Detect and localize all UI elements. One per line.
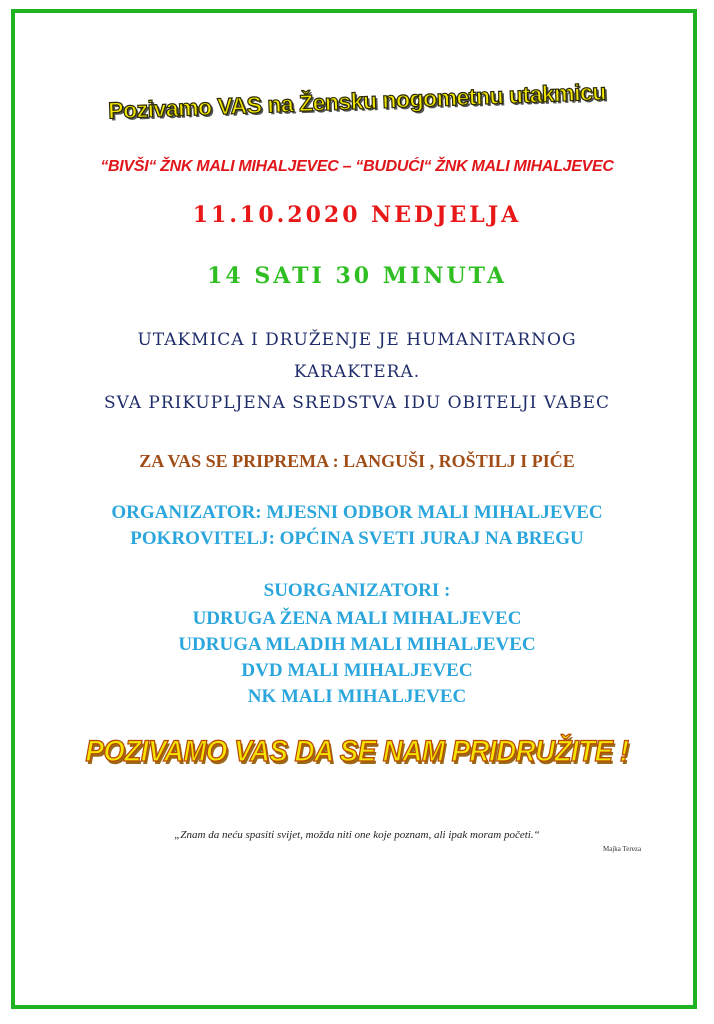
headline: Pozivamo VAS na Žensku nogometnu utakmicu: [107, 78, 607, 124]
coorganizer-item: DVD MALI MIHALJEVEC: [241, 660, 473, 681]
description-line-3: SVA PRIKUPLJENA SREDSTVA IDU OBITELJI VABEC: [103, 393, 611, 413]
event-date: 11.10.2020 NEDJELJA: [192, 202, 522, 228]
invitation-banner: POZIVAMO VAS DA SE NAM PRIDRUŽITE !: [85, 735, 629, 768]
description-line-2: KARAKTERA.: [293, 362, 421, 382]
offer-text: ZA VAS SE PRIPREMA : LANGUŠI , ROŠTILJ I PIĆE: [139, 451, 575, 471]
coorganizer-item: UDRUGA ŽENA MALI MIHALJEVEC: [192, 608, 522, 629]
organizer-text: ORGANIZATOR: MJESNI ODBOR MALI MIHALJEVEC: [111, 502, 603, 523]
event-time: 14 SATI 30 MINUTA: [207, 263, 507, 289]
sponsor-text: POKROVITELJ: OPĆINA SVETI JURAJ NA BREGU: [130, 528, 584, 549]
teams-subtitle: “BIVŠI“ ŽNK MALI MIHALJEVEC – “BUDUĆI“ ŽNK MALI MIHALJEVEC: [100, 158, 614, 175]
coorganizers-heading: SUORGANIZATORI :: [263, 580, 451, 601]
description-line-1: UTAKMICA I DRUŽENJE JE HUMANITARNOG: [137, 330, 577, 350]
quote-text: „Znam da neću spasiti svijet, možda niti one koje poznam, ali ipak moram početi.“: [174, 829, 540, 841]
coorganizer-item: NK MALI MIHALJEVEC: [247, 686, 467, 707]
coorganizer-item: UDRUGA MLADIH MALI MIHALJEVEC: [178, 634, 536, 655]
quote-author: Majka Tereza: [603, 845, 642, 853]
